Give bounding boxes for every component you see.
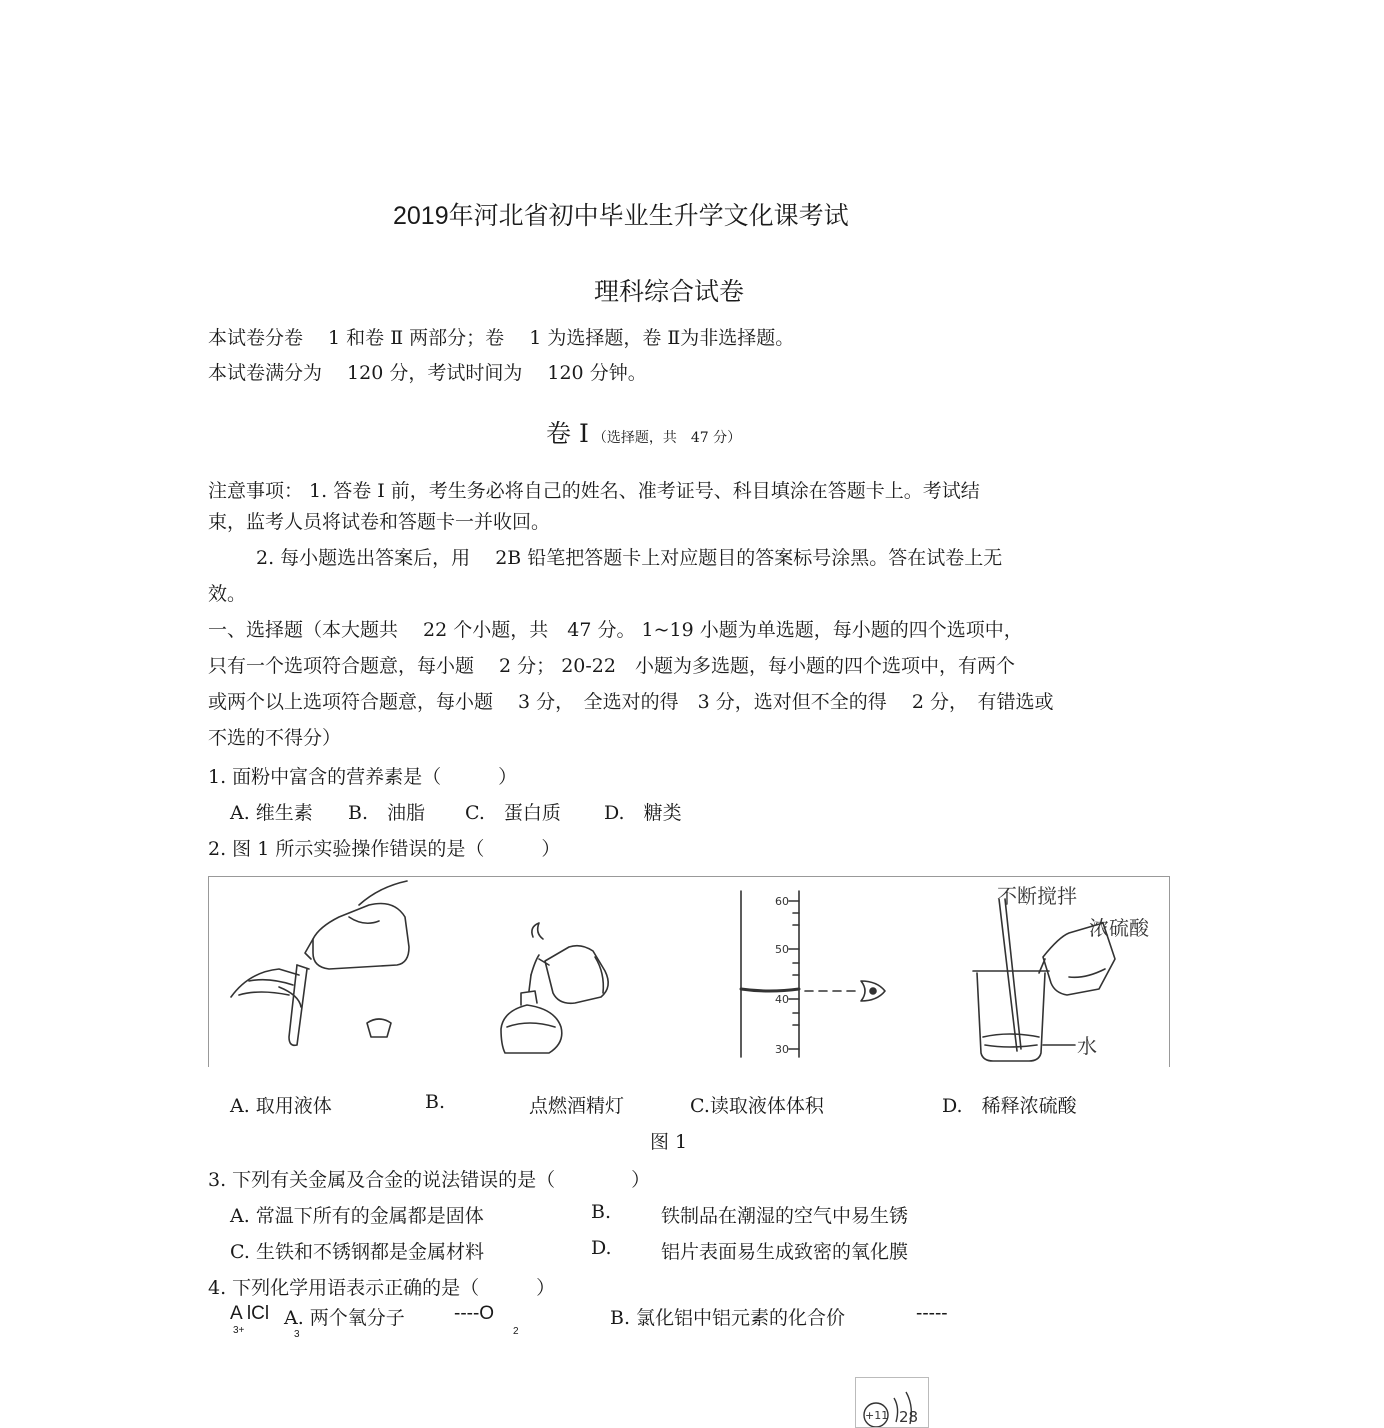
q4-subscript-3: 3 — [294, 1329, 300, 1340]
q3-option-d: D. — [591, 1237, 612, 1259]
q2-option-a: A. 取用液体 — [230, 1095, 332, 1117]
figure-1 — [208, 876, 1170, 1067]
intro-line-1: 本试卷分卷 1 和卷 Ⅱ 两部分；卷 1 为选择题，卷 Ⅱ为非选择题。 — [208, 327, 795, 349]
notice-line-1: 注意事项： 1. 答卷 I 前，考生务必将自己的姓名、准考证号、科目填涂在答题卡上。考试结 — [208, 480, 980, 502]
atom-shell-label: 28 — [899, 1408, 919, 1426]
q1-option-d: D. 糖类 — [604, 802, 682, 824]
atom-structure-diagram — [855, 1377, 929, 1428]
part1-line-3: 或两个以上选项符合题意，每小题 3 分， 全选对的得 3 分，选对但不全的得 2 分， 有错选或 — [208, 691, 1054, 713]
q2-option-b: B. — [425, 1091, 446, 1113]
q3-option-b: B. — [591, 1201, 612, 1223]
q2-stem: 2. 图 1 所示实验操作错误的是（ ） — [208, 838, 561, 860]
q4-subscript-2: 2 — [513, 1326, 519, 1337]
notice-line-2: 束，监考人员将试卷和答题卡一并收回。 — [208, 511, 551, 533]
part1-line-1: 一、选择题（本大题共 22 个小题，共 47 分。 1~19 小题为单选题，每小题的四个选项中， — [208, 619, 1023, 641]
tick-40: 40 — [775, 993, 789, 1006]
tick-30: 30 — [775, 1043, 789, 1056]
label-stir: 不断搅拌 — [997, 884, 1077, 908]
page-subtitle: 理科综合试卷 — [594, 277, 745, 306]
tick-60: 60 — [775, 895, 789, 908]
q1-option-c: C. 蛋白质 — [465, 802, 561, 824]
graduated-cylinder-illustration — [741, 891, 885, 1057]
section-heading-note: （选择题，共 47 分） — [592, 430, 742, 446]
tick-50: 50 — [775, 943, 789, 956]
part1-line-2: 只有一个选项符合题意，每小题 2 分； 20-22 小题为多选题，每小题的四个选项中，有两个 — [208, 655, 1015, 677]
label-water: 水 — [1077, 1034, 1097, 1058]
q3-option-d-text: 铝片表面易生成致密的氧化膜 — [661, 1241, 909, 1263]
part1-line-4: 不选的不得分） — [208, 727, 342, 749]
atom-nucleus-label: +11 — [865, 1409, 889, 1422]
q4-formula-o2: ----O — [454, 1303, 495, 1324]
section-heading-main: 卷 I — [546, 419, 589, 448]
q2-option-c: C.读取液体体积 — [690, 1095, 824, 1117]
section-heading — [546, 414, 741, 450]
q4-option-a: A. 两个氧分子 — [284, 1307, 405, 1329]
figure-1-illustrations — [209, 877, 1169, 1067]
intro-line-2: 本试卷满分为 120 分，考试时间为 120 分钟。 — [208, 362, 647, 384]
q3-option-a: A. 常温下所有的金属都是固体 — [230, 1205, 484, 1227]
q1-option-a: A. 维生素 — [230, 802, 313, 824]
q1-stem: 1. 面粉中富含的营养素是（ ） — [208, 766, 518, 788]
notice-line-4: 效。 — [208, 583, 247, 605]
q2-option-d: D. 稀释浓硫酸 — [942, 1095, 1077, 1117]
alcohol-lamp-illustration — [501, 923, 608, 1053]
q3-option-c: C. 生铁和不锈钢都是金属材料 — [230, 1241, 484, 1263]
q4-stem: 4. 下列化学用语表示正确的是（ ） — [208, 1277, 556, 1299]
notice-line-3: 2. 每小题选出答案后，用 2B 铅笔把答题卡上对应题目的答案标号涂黑。答在试卷上无 — [256, 547, 1003, 569]
q4-formula-alcl: A lCl — [230, 1303, 270, 1324]
pouring-liquid-illustration — [231, 881, 409, 1045]
atom-structure-svg — [856, 1378, 928, 1427]
label-acid: 浓硫酸 — [1089, 916, 1149, 940]
figure-1-caption: 图 1 — [650, 1131, 688, 1153]
q2-option-b-text: 点燃酒精灯 — [529, 1095, 625, 1117]
q4-superscript-charge: 3+ — [233, 1325, 245, 1336]
q3-stem: 3. 下列有关金属及合金的说法错误的是（ ） — [208, 1169, 651, 1191]
page-title: 2019年河北省初中毕业生升学文化课考试 — [393, 202, 849, 230]
q3-option-b-text: 铁制品在潮湿的空气中易生锈 — [661, 1205, 909, 1227]
q1-option-b: B. 油脂 — [348, 802, 426, 824]
q4-option-b: B. 氯化铝中铝元素的化合价 — [610, 1307, 846, 1329]
q4-option-b-dash: ----- — [916, 1303, 948, 1324]
